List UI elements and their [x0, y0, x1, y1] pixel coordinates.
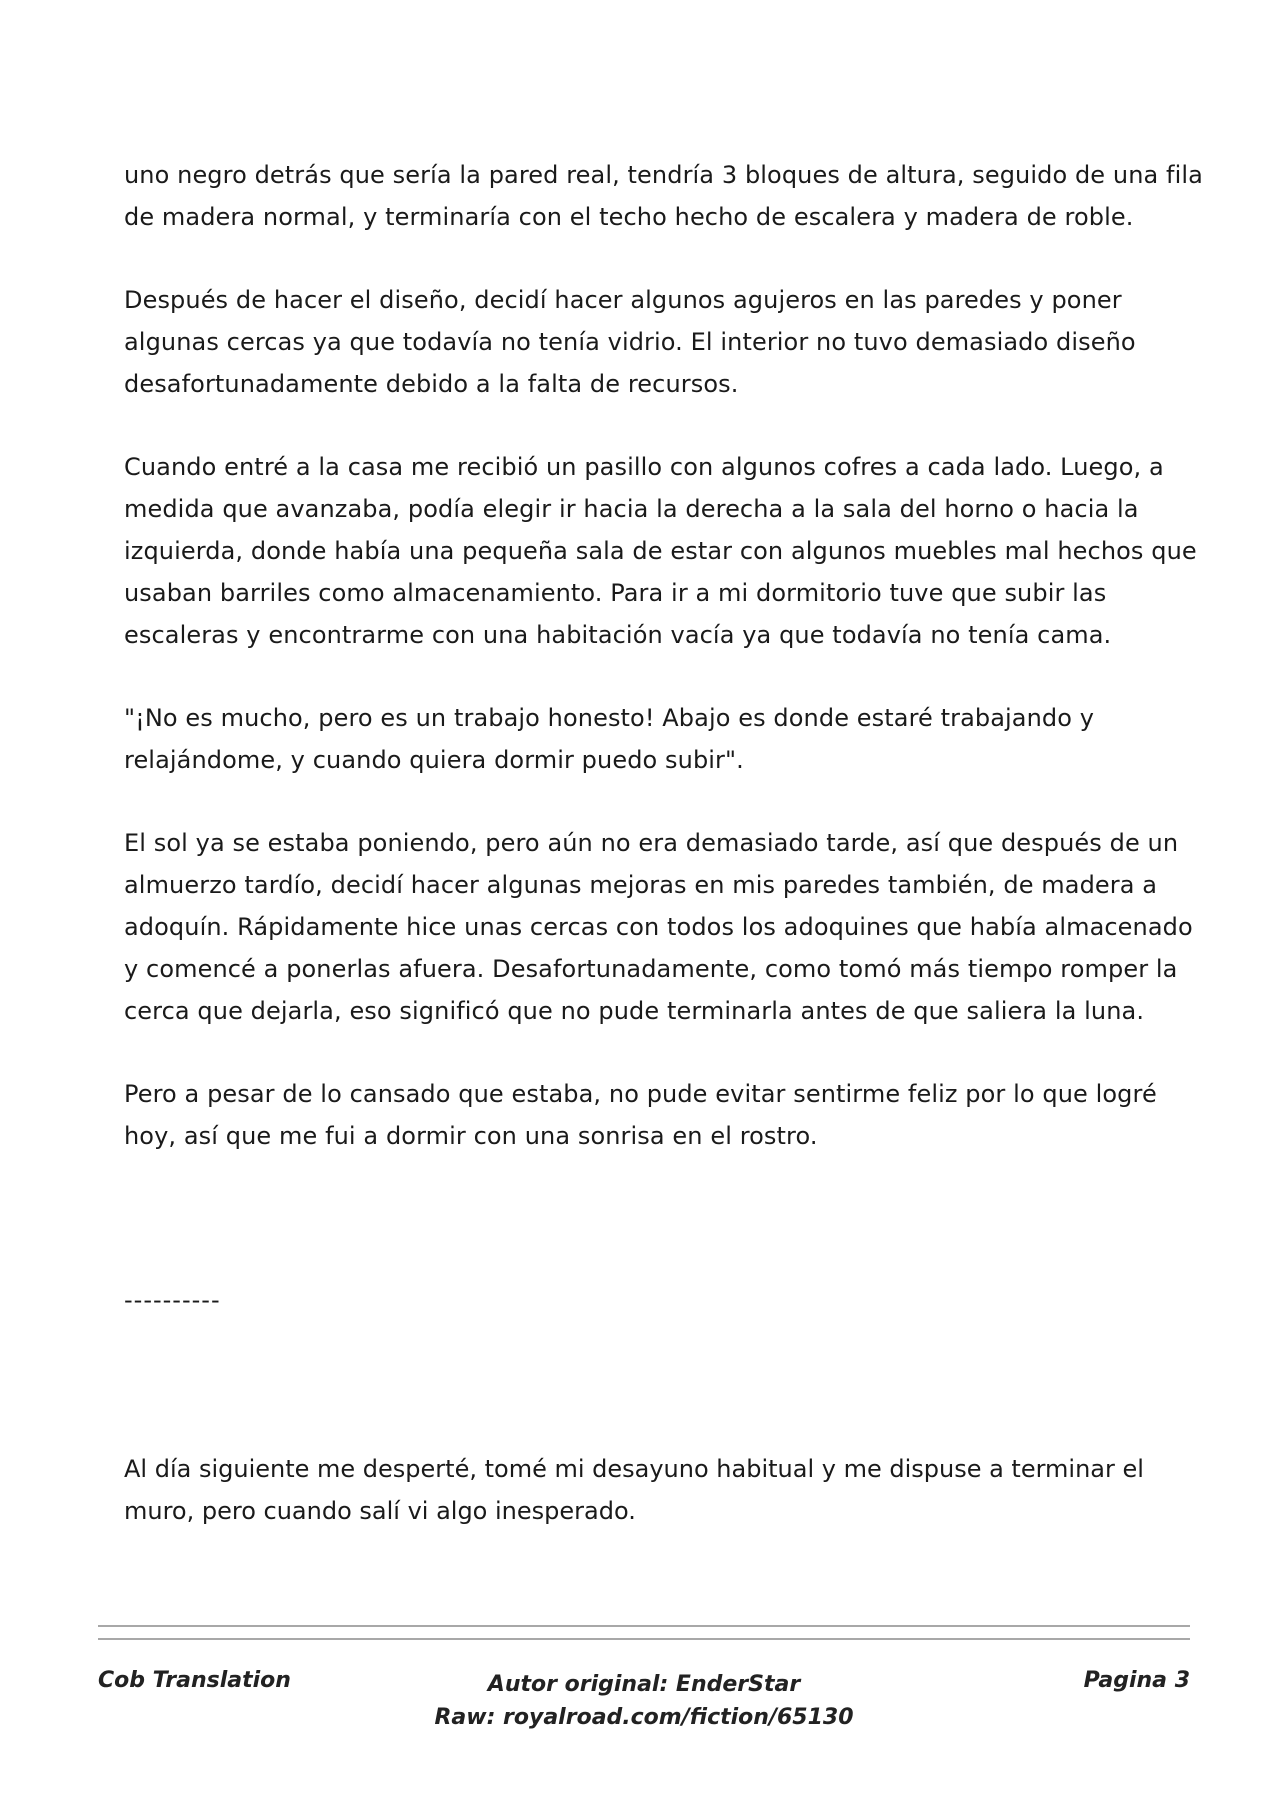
- paragraph-3: Cuando entré a la casa me recibió un pasillo con algunos cofres a cada lado. Luego, a medida que avanzaba, podía elegir ir hacia la derecha a la sala del horno o hacia la izquierda, donde había una pequeña sala de estar con algunos muebles mal hechos que usaban barriles como almacenamiento. Para ir a mi dormitorio tuve que subir las escaleras y encontrarme con una habitación vacía ya que todavía no tenía cama.: [124, 453, 1197, 649]
- paragraph-7: Al día siguiente me desperté, tomé mi desayuno habitual y me dispuse a terminar el muro, pero cuando salí vi algo inesperado.: [124, 1455, 1144, 1525]
- paragraph-6: Pero a pesar de lo cansado que estaba, no pude evitar sentirme feliz por lo que logré hoy, así que me fui a dormir con una sonrisa en el rostro.: [124, 1080, 1157, 1150]
- section-separator: ----------: [124, 1286, 221, 1314]
- footer-rule-bottom: [98, 1638, 1190, 1640]
- paragraph-2: Después de hacer el diseño, decidí hacer algunos agujeros en las paredes y poner algunas cercas ya que todavía no tenía vidrio. El interior no tuvo demasiado diseño desafortunadamente debido a la falta de recursos.: [124, 286, 1136, 398]
- footer-original-author: Autor original: EnderStar: [487, 1672, 801, 1697]
- footer-raw-source: Raw: royalroad.com/fiction/65130: [434, 1705, 854, 1730]
- footer-page-number: Pagina 3: [1083, 1668, 1190, 1693]
- paragraph-1: uno negro detrás que sería la pared real, tendría 3 bloques de altura, seguido de una fila de madera normal, y terminaría con el techo hecho de escalera y madera de roble.: [124, 161, 1203, 231]
- footer-credits: [98, 1668, 1190, 1734]
- paragraph-5: El sol ya se estaba poniendo, pero aún no era demasiado tarde, así que después de un almuerzo tardío, decidí hacer algunas mejoras en mis paredes también, de madera a adoquín. Rápidamente hice unas cercas con todos los adoquines que había almacenado y comencé a ponerlas afuera. Desafortunadamente, como tomó más tiempo romper la cerca que dejarla, eso significó que no pude terminarla antes de que saliera la luna.: [124, 829, 1193, 1025]
- footer-translator: Cob Translation: [98, 1668, 291, 1693]
- body-text: [124, 154, 1204, 1198]
- paragraph-4: "¡No es mucho, pero es un trabajo honesto! Abajo es donde estaré trabajando y relajándome, y cuando quiera dormir puedo subir".: [124, 704, 1095, 774]
- body-text-continued: [124, 1448, 1204, 1573]
- footer-rule-top: [98, 1625, 1190, 1627]
